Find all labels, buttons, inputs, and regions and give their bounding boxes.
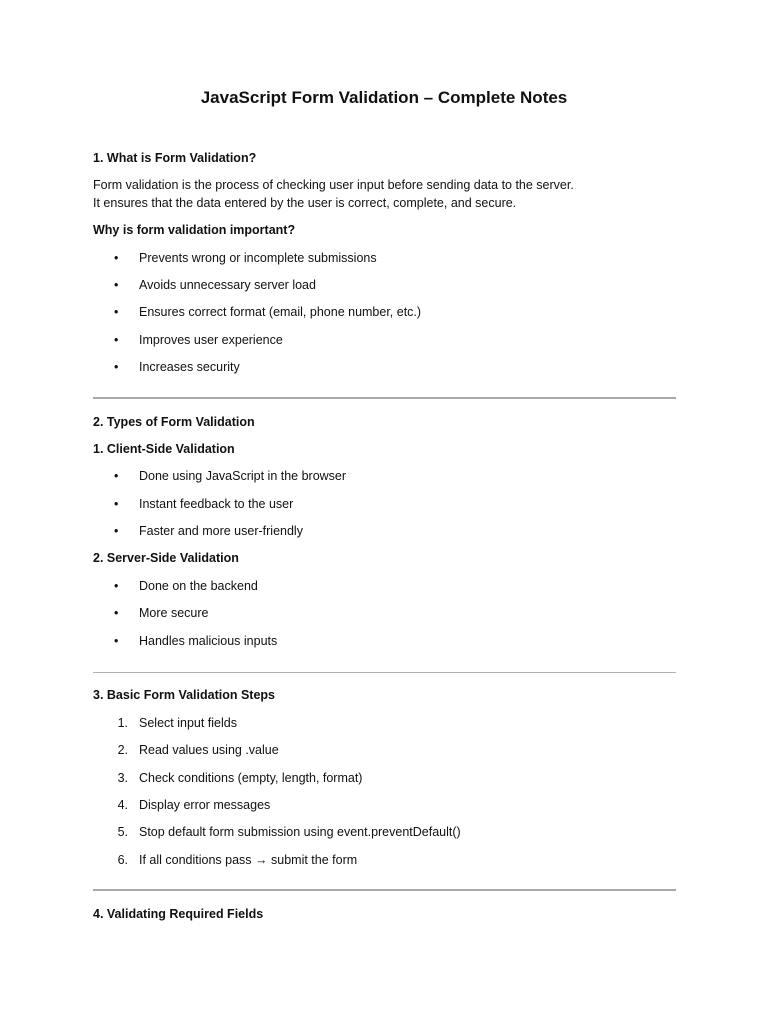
section-2-heading: 2. Types of Form Validation [93,415,255,429]
server-side-heading: 2. Server-Side Validation [93,551,239,565]
list-item-text: Faster and more user-friendly [139,524,303,538]
section-1-subheading: Why is form validation important? [93,223,296,237]
section-divider [93,672,676,673]
list-item-text: Read values using .value [139,743,279,757]
bullet-icon: • [114,524,119,538]
list-item-number: 5. [117,825,128,839]
list-item-text: Increases security [139,360,240,374]
list-item-text: Handles malicious inputs [139,634,278,648]
list-item-text: More secure [139,606,209,620]
list-item-number: 4. [117,798,128,812]
bullet-icon: • [114,579,119,593]
section-4-heading: 4. Validating Required Fields [93,907,264,921]
section-divider [93,889,676,891]
list-item-text: Ensures correct format (email, phone number, etc.) [139,305,422,319]
section-3-heading: 3. Basic Form Validation Steps [93,688,276,702]
bullet-icon: • [114,634,119,648]
list-item-number: 2. [117,743,128,757]
list-item-text: Stop default form submission using event.preventDefault() [139,825,461,839]
list-item-text: Display error messages [139,798,271,812]
bullet-icon: • [114,606,119,620]
section-1-heading: 1. What is Form Validation? [93,151,257,165]
list-item-number: 3. [117,771,128,785]
bullet-icon: • [114,360,119,374]
section-1-paragraph-line-1: Form validation is the process of checking user input before sending data to the server. [93,178,574,192]
section-1-paragraph-line-2: It ensures that the data entered by the user is correct, complete, and secure. [93,196,517,210]
page-title: JavaScript Form Validation – Complete Notes [200,88,568,107]
bullet-icon: • [114,497,119,511]
list-item-number: 1. [117,716,128,730]
list-item-text: Prevents wrong or incomplete submissions [139,251,377,265]
section-divider [93,397,676,399]
bullet-icon: • [114,251,119,265]
bullet-icon: • [114,278,119,292]
list-item-text: Instant feedback to the user [139,497,294,511]
list-item-text: Avoids unnecessary server load [139,278,316,292]
list-item-text: Done using JavaScript in the browser [139,469,347,483]
client-side-heading: 1. Client-Side Validation [93,442,235,456]
list-item-number: 6. [117,853,128,867]
list-item-text: If all conditions pass → submit the form [139,853,358,867]
list-item-text: Select input fields [139,716,237,730]
bullet-icon: • [114,469,119,483]
list-item-text: Check conditions (empty, length, format) [139,771,363,785]
list-item-text: Done on the backend [139,579,258,593]
list-item-text: Improves user experience [139,333,283,347]
bullet-icon: • [114,333,119,347]
bullet-icon: • [114,305,119,319]
